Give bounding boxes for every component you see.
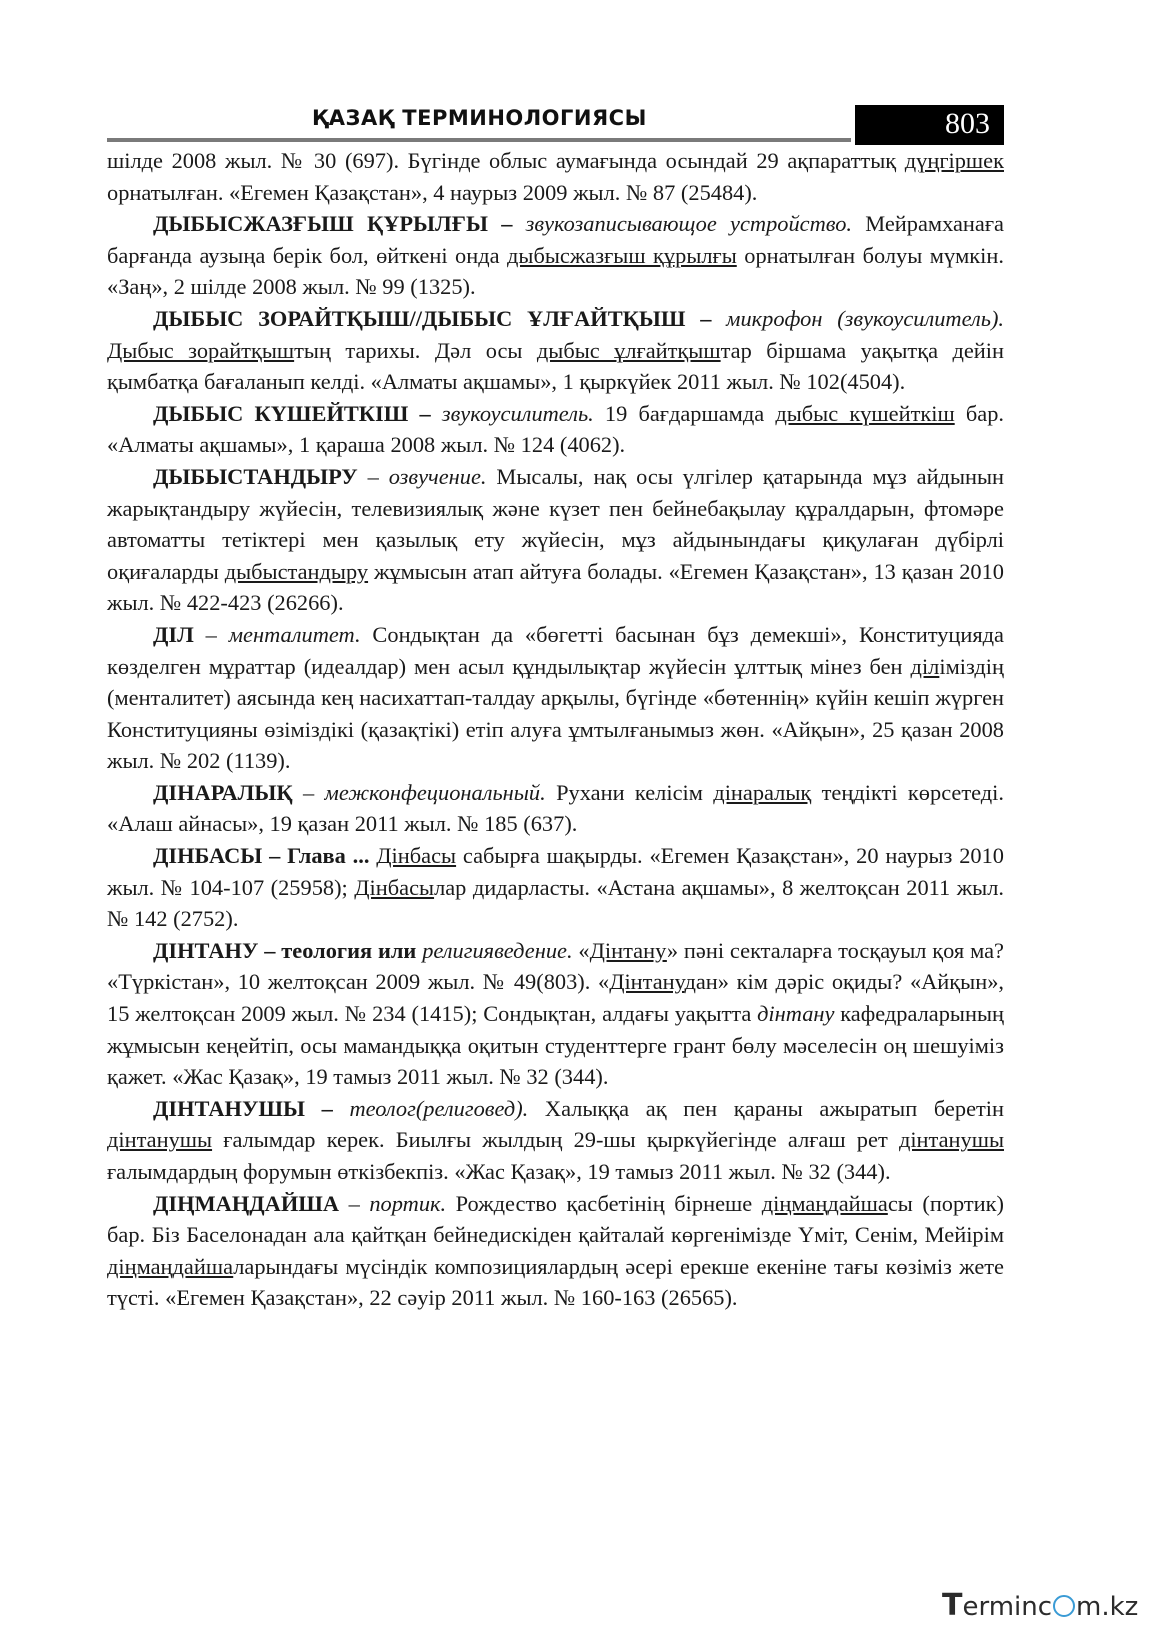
translation: портик. — [369, 1190, 447, 1216]
headword: ДІНТАНУШЫ – — [153, 1095, 333, 1121]
entry-dybystandyru: ДЫБЫСТАНДЫРУ – озвучение. Мысалы, нақ осы үлгілер қатарында мұз айдынын жарықтандыру жүйесін, телевизиялық және күзет пен бейнебақылау құралдарын, фтомәре автоматты тетіктері мен қазылық ету жүйесін, мұз айдынындағы қиқулаған дүбірлі оқиғаларды дыбыстандыру жұмысын атап айтуға болады. «Егемен Қазақстан», 13 қазан 2010 жыл. № 422-423 (26266). — [107, 463, 1005, 616]
headword: ДІНБАСЫ – Глава ... — [153, 843, 370, 869]
translation: озвучение. — [388, 463, 487, 489]
watermark-text-start: erminc — [962, 1592, 1053, 1622]
underlined-term: діл — [910, 653, 940, 679]
underlined-term: Дінтану — [589, 937, 667, 963]
headword: ДЫБЫСТАНДЫРУ — [153, 463, 358, 489]
underlined-term: дінтанушы — [898, 1127, 1004, 1153]
underlined-term: діңмаңдайша — [107, 1253, 234, 1279]
headword: ДЫБЫС КҮШЕЙТКІШ – — [153, 400, 431, 426]
entry-continuation: шілде 2008 жыл. № 30 (697). Бүгінде облыс аумағында осындай 29 ақпараттық дүңгіршек орнатылған. «Егемен Қазақстан», 4 наурыз 2009 жыл. № 87 (25484). — [107, 148, 1004, 205]
underlined-term: Дінтану — [609, 969, 685, 995]
magnifier-icon — [1053, 1595, 1075, 1617]
underlined-term: діңмаңдайша — [761, 1190, 888, 1216]
entry-dinmandaisha: ДІҢМАҢДАЙША – портик. Рождество қасбетінің бірнеше діңмаңдайшасы (портик) бар. Біз Баселонадан ала қайтқан бейнедискіден қайталай көргенімізде Үміт, Сенім, Мейірім діңмаңдайшаларындағы мүсіндік композициялардың әсері ерекше екеніне тағы көзіміз жете түсті. «Егемен Қазақстан», 22 сәуір 2011 жыл. № 160-163 (26565). — [107, 1190, 1005, 1311]
underlined-term: дыбыс ұлғайтқыш — [536, 337, 721, 363]
translation: теолог(религовед). — [332, 1095, 529, 1121]
headword: ДІНАРАЛЫҚ — [153, 779, 293, 805]
running-header-title: ҚАЗАҚ ТЕРМИНОЛОГИЯСЫ — [312, 106, 647, 130]
underlined-term: дыбыстандыру — [224, 558, 369, 584]
termincom-watermark — [942, 1588, 1138, 1622]
translation: звукоусилитель. — [430, 400, 594, 426]
underlined-term: дүңгіршек — [904, 148, 1004, 173]
translation: звукозаписывающое устройство. — [512, 211, 853, 237]
headword: ДІҢМАҢДАЙША — [153, 1190, 340, 1216]
entry-dybyszhazgysh-kurylgy: ДЫБЫСЖАЗҒЫШ ҚҰРЫЛҒЫ – звукозаписывающое устройство. Мейрамханаға барғанда аузыңа берік бол, өйткені онда дыбысжазғыш құрылғы орнатылған болуы мүмкін. «Заң», 2 шілде 2008 жыл. № 99 (1325). — [107, 211, 1004, 300]
underlined-term: дінтанушы — [107, 1127, 213, 1153]
entry-dybys-zoraitkysh: ДЫБЫС ЗОРАЙТҚЫШ//ДЫБЫС ҰЛҒАЙТҚЫШ – микрофон (звукоусилитель). Дыбыс зорайтқыштың тарихы. Дәл осы дыбыс ұлғайтқыштар біршама уақытқа дейін қымбатқа бағаланып келді. «Алматы ақшамы», 1 қыркүйек 2011 жыл. № 102(4504). — [107, 305, 1004, 395]
page-number-box — [855, 105, 1004, 145]
watermark-text-end: m.kz — [1076, 1592, 1139, 1622]
entry-dintanushy: ДІНТАНУШЫ – теолог(религовед). Халыққа ақ пен қараны ажыратып беретін дінтанушы ғалымдар керек. Биылғы жылдың 29-шы қыркүйегінде алғаш рет дінтанушы ғалымдардың форумын өткізбекпіз. «Жас Қазақ», 19 тамыз 2011 жыл. № 32 (344). — [107, 1095, 1004, 1184]
underlined-term: Дінбасы — [354, 874, 435, 900]
dictionary-body — [107, 145, 1004, 1314]
watermark-letter: T — [942, 1588, 963, 1623]
headword: ДЫБЫСЖАЗҒЫШ ҚҰРЫЛҒЫ – — [153, 211, 513, 237]
page-number: 803 — [945, 107, 990, 140]
headword: ДІЛ — [153, 621, 194, 647]
entry-dil: ДІЛ – менталитет. Сондықтан да «бөгетті басынан бұз демекші», Конституцияда көзделген мұраттар (идеалдар) мен асыл құндылықтар жүйесін ұлттық мінез бен діліміздің (менталитет) аясында кең насихаттап-талдау арқылы, бүгінде «бөтеннің» күйін кешіп жүрген Конституцияны өзіміздікі (қазақтікі) етіп алуға ұмтылғанымыз жөн. «Айқын», 25 қазан 2008 жыл. № 202 (1139). — [107, 621, 1004, 774]
underlined-term: дыбысжазғыш құрылғы — [507, 242, 737, 268]
entry-dintanu: ДІНТАНУ – теология или религияведение. «Дінтану» пәні секталарға тосқауыл қоя ма? «Түркістан», 10 желтоқсан 2009 жыл. № 49(803). «Дінтанудан» кім дәріс оқиды? «Айқын», 15 желтоқсан 2009 жыл. № 234 (1415); Сондықтан, алдағы уақытта дінтану кафедраларының жұмысын кеңейтіп, осы мамандыққа оқитын студенттерге грант бөлу мәселесін оң шешуіміз қажет. «Жас Қазақ», 19 тамыз 2011 жыл. № 32 (344). — [107, 937, 1004, 1090]
header-rule — [107, 138, 851, 142]
italic-term: дінтану — [757, 1001, 835, 1027]
underlined-term: Дыбыс зорайтқыш — [107, 337, 295, 363]
translation: межконфециональный. — [324, 779, 546, 805]
underlined-term: дінаралық — [713, 779, 812, 805]
entry-dinbasy: ДІНБАСЫ – Глава ... Дінбасы сабырға шақырды. «Егемен Қазақстан», 20 наурыз 2010 жыл. № 104-107 (25958); Дінбасылар дидарласты. «Астана ақшамы», 8 желтоқсан 2011 жыл. № 142 (2752). — [107, 843, 1004, 932]
entry-dinaralyk: ДІНАРАЛЫҚ – межконфециональный. Рухани келісім дінаралық теңдікті көрсетеді. «Алаш айнасы», 19 қазан 2011 жыл. № 185 (637). — [107, 779, 1004, 837]
headword: ДІНТАНУ – теология или — [153, 937, 417, 963]
headword: ДЫБЫС ЗОРАЙТҚЫШ//ДЫБЫС ҰЛҒАЙТҚЫШ – — [153, 305, 712, 331]
translation: менталитет. — [228, 621, 361, 647]
entry-dybys-kusheitkish: ДЫБЫС КҮШЕЙТКІШ – звукоусилитель. 19 бағдаршамда дыбыс күшейткіш бар. «Алматы ақшамы», 1 қараша 2008 жыл. № 124 (4062). — [107, 400, 1004, 458]
translation: микрофон (звукоусилитель). — [711, 305, 1004, 331]
underlined-term: дыбыс күшейткіш — [775, 400, 955, 426]
underlined-term: Дінбасы — [376, 843, 457, 869]
translation: религияведение. — [422, 937, 573, 963]
